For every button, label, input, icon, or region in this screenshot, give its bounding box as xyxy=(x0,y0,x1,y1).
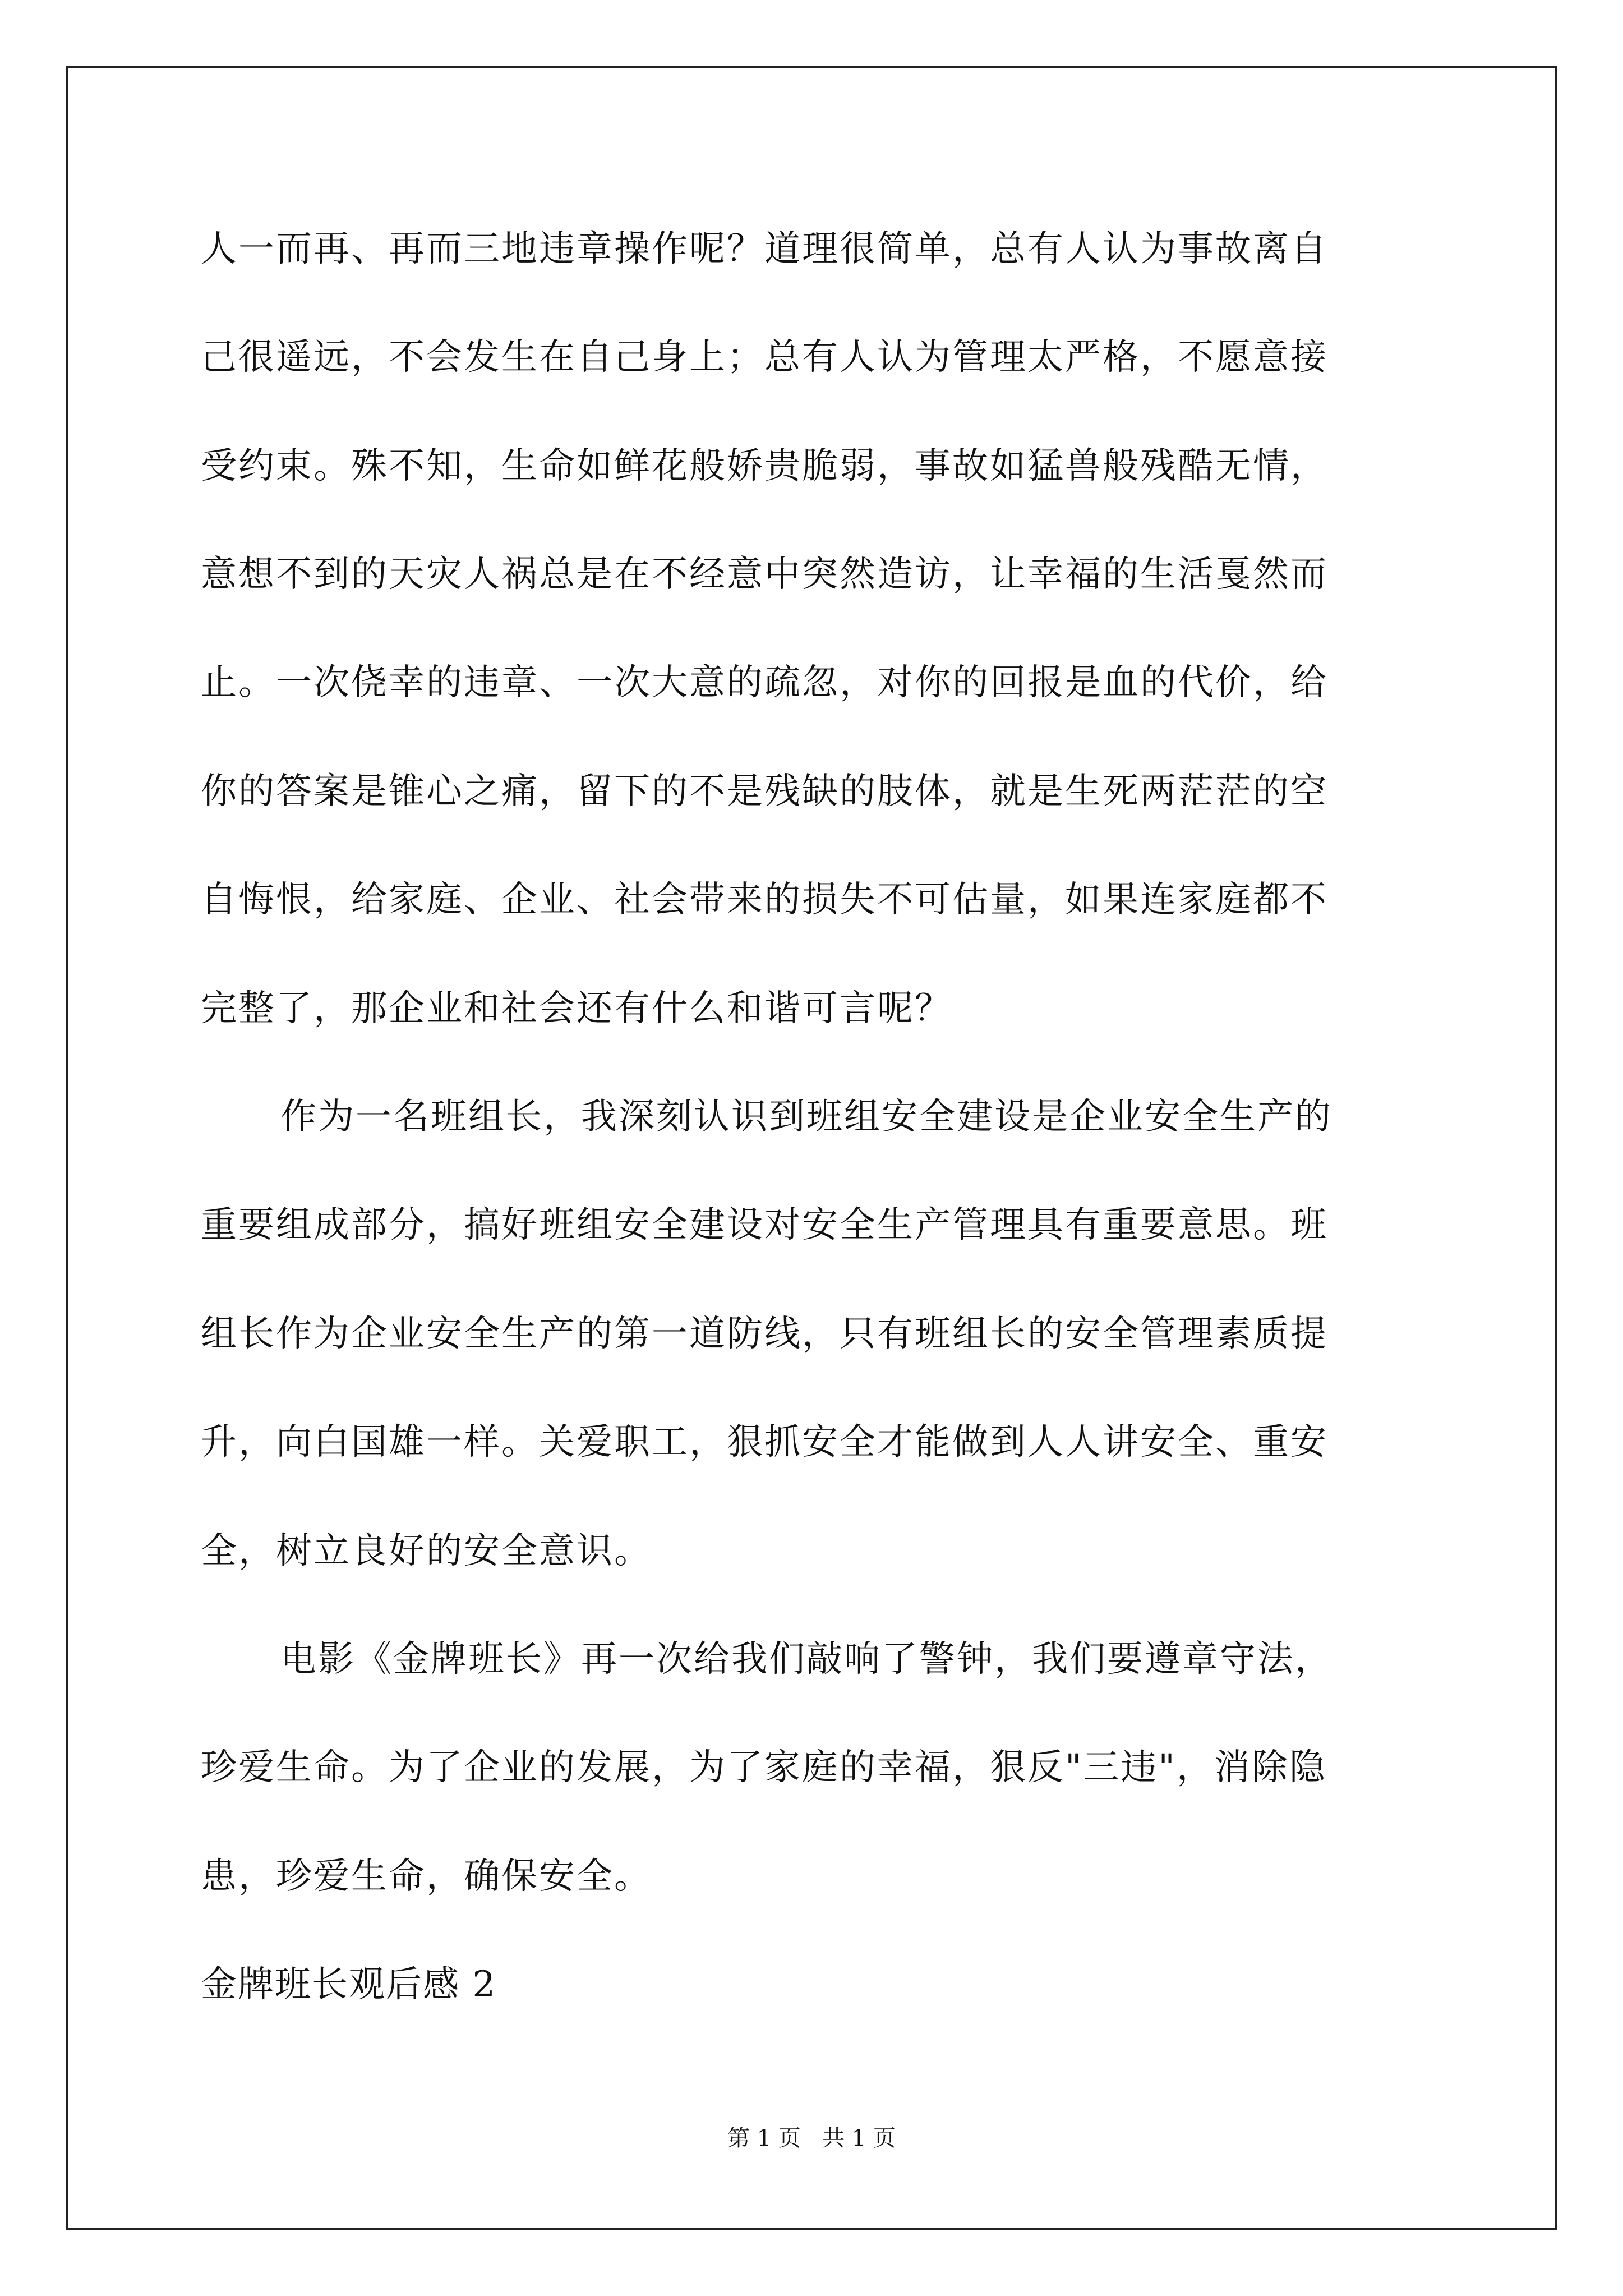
paragraph-2-line-5: 全，树立良好的安全意识。 xyxy=(201,1530,652,1572)
paragraph-2-line-2: 重要组成部分，搞好班组安全建设对安全生产管理具有重要意思。班 xyxy=(201,1204,1328,1246)
paragraph-3-line-3: 患，珍爱生命，确保安全。 xyxy=(201,1856,652,1897)
paragraph-1-line-6: 你的答案是锥心之痛，留下的不是残缺的肢体，就是生死两茫茫的空 xyxy=(201,771,1328,812)
paragraph-1-line-2: 己很遥远，不会发生在自己身上；总有人认为管理太严格，不愿意接 xyxy=(201,337,1328,378)
paragraph-1-line-1: 人一而再、再而三地违章操作呢？道理很简单，总有人认为事故离自 xyxy=(201,228,1328,270)
paragraph-2-line-1: 作为一名班组长，我深刻认识到班组安全建设是企业安全生产的 xyxy=(280,1096,1332,1138)
page-footer: 第 1 页 共 1 页 xyxy=(727,2125,896,2151)
paragraph-3-line-2: 珍爱生命。为了企业的发展，为了家庭的幸福，狠反"三违"，消除隐 xyxy=(201,1747,1327,1788)
section-heading: 金牌班长观后感 2 xyxy=(201,1964,497,2005)
paragraph-2-line-3: 组长作为企业安全生产的第一道防线，只有班组长的安全管理素质提 xyxy=(201,1313,1328,1355)
paragraph-1-line-3: 受约束。殊不知，生命如鲜花般娇贵脆弱，事故如猛兽般残酷无情， xyxy=(201,445,1328,487)
paragraph-1-line-7: 自悔恨，给家庭、企业、社会带来的损失不可估量，如果连家庭都不 xyxy=(201,879,1328,921)
paragraph-3-line-1: 电影《金牌班长》再一次给我们敲响了警钟，我们要遵章守法， xyxy=(280,1639,1332,1680)
paragraph-1-line-8: 完整了，那企业和社会还有什么和谐可言呢？ xyxy=(201,988,952,1029)
paragraph-1-line-5: 止。一次侥幸的违章、一次大意的疏忽，对你的回报是血的代价，给 xyxy=(201,662,1328,703)
paragraph-1-line-4: 意想不到的天灾人祸总是在不经意中突然造访，让幸福的生活戛然而 xyxy=(201,554,1328,595)
paragraph-2-line-4: 升，向白国雄一样。关爱职工，狠抓安全才能做到人人讲安全、重安 xyxy=(201,1421,1328,1463)
page-border xyxy=(66,66,1557,2230)
